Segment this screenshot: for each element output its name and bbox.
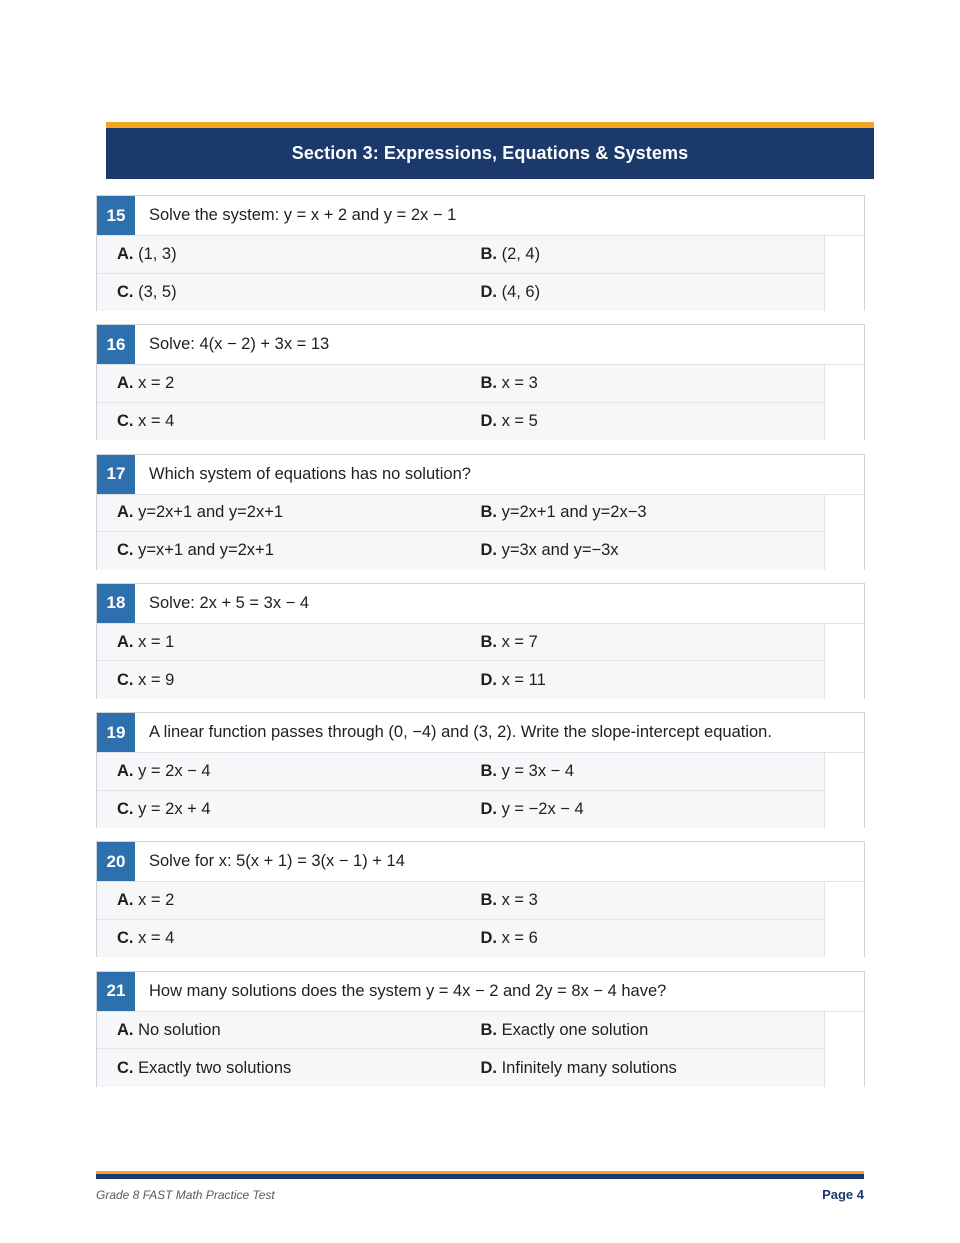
choice-text: x = 3 (501, 891, 538, 910)
choice-text: y=3x and y=−3x (501, 541, 619, 560)
section-header (106, 122, 874, 179)
question-number-badge: 19 (97, 713, 135, 752)
choice-text: x = 4 (138, 412, 175, 431)
choice-text: x = 6 (501, 929, 538, 948)
choice-letter: A. (117, 374, 134, 393)
choice-b[interactable] (461, 1021, 825, 1040)
choice-a[interactable] (97, 762, 461, 781)
choice-letter: A. (117, 503, 134, 522)
choice-text: y = 2x + 4 (138, 799, 211, 818)
choice-letter: C. (117, 670, 134, 689)
choice-b[interactable] (461, 633, 825, 652)
choice-d[interactable] (461, 671, 825, 690)
answer-choices (97, 624, 825, 699)
question-header (97, 325, 864, 365)
choice-letter: C. (117, 929, 134, 948)
choice-letter: B. (480, 1020, 497, 1039)
question-header (97, 713, 864, 753)
choice-d[interactable] (461, 412, 825, 431)
answer-choices (97, 753, 825, 828)
page-number: Page 4 (822, 1187, 864, 1202)
choice-letter: D. (480, 799, 497, 818)
choice-b[interactable] (461, 762, 825, 781)
choice-letter: B. (480, 632, 497, 651)
question-number-badge: 20 (97, 842, 135, 881)
choice-text: y = −2x − 4 (501, 799, 584, 818)
answer-space (825, 624, 864, 699)
answer-space (825, 753, 864, 828)
choice-text: x = 4 (138, 929, 175, 948)
answer-space (825, 1012, 864, 1087)
answer-space (825, 882, 864, 957)
question-21 (96, 971, 865, 1087)
choice-text: Infinitely many solutions (501, 1058, 677, 1077)
question-text: Solve the system: y = x + 2 and y = 2x − 1 (149, 206, 457, 224)
question-header (97, 842, 864, 882)
choice-text: x = 11 (501, 670, 546, 689)
choice-letter: D. (480, 670, 497, 689)
choice-letter: C. (117, 282, 134, 301)
choice-text: (1, 3) (138, 244, 177, 263)
choice-letter: B. (480, 761, 497, 780)
choice-text: x = 7 (501, 632, 538, 651)
answer-space (825, 495, 864, 570)
choice-letter: A. (117, 761, 134, 780)
choice-d[interactable] (461, 929, 825, 948)
choice-text: y = 3x − 4 (501, 761, 575, 780)
question-number-badge: 18 (97, 584, 135, 623)
choice-text: x = 9 (138, 670, 175, 689)
choice-letter: A. (117, 1020, 134, 1039)
choice-b[interactable] (461, 245, 825, 264)
choice-letter: B. (480, 503, 497, 522)
choice-text: x = 2 (138, 891, 175, 910)
question-19 (96, 712, 865, 828)
footer-test-title: Grade 8 FAST Math Practice Test (96, 1188, 275, 1202)
choice-text: y=x+1 and y=2x+1 (138, 541, 274, 560)
choice-d[interactable] (461, 1059, 825, 1078)
choice-c[interactable] (97, 1059, 461, 1078)
answer-choices (97, 365, 825, 440)
answer-space (825, 236, 864, 311)
choice-letter: C. (117, 412, 134, 431)
choice-d[interactable] (461, 541, 825, 560)
question-20 (96, 841, 865, 957)
choice-letter: A. (117, 891, 134, 910)
question-text: Solve: 2x + 5 = 3x − 4 (149, 593, 310, 612)
choice-letter: B. (480, 244, 497, 263)
choice-a[interactable] (97, 1021, 461, 1040)
question-15 (96, 195, 865, 311)
choice-a[interactable] (97, 633, 461, 652)
choice-text: (2, 4) (501, 244, 541, 263)
choice-text: x = 5 (501, 412, 538, 431)
choice-a[interactable] (97, 374, 461, 393)
answer-space (825, 365, 864, 440)
choice-letter: A. (117, 244, 134, 263)
choice-c[interactable] (97, 800, 461, 819)
choice-d[interactable] (461, 283, 825, 302)
choice-text: (4, 6) (501, 282, 541, 301)
answer-choices (97, 236, 825, 311)
question-text: Solve: 4(x − 2) + 3x = 13 (149, 335, 330, 354)
choice-b[interactable] (461, 891, 825, 910)
choice-d[interactable] (461, 800, 825, 819)
choice-a[interactable] (97, 891, 461, 910)
choice-c[interactable] (97, 412, 461, 431)
choice-b[interactable] (461, 374, 825, 393)
choice-a[interactable] (97, 245, 461, 264)
question-text: A linear function passes through (0, −4) and (3, 2). Write the slope-intercept equation. (149, 723, 772, 742)
choice-text: y = 2x − 4 (138, 761, 211, 780)
question-text: Solve for x: 5(x + 1) = 3(x − 1) + 14 (149, 852, 405, 871)
choice-letter: C. (117, 1058, 134, 1077)
choice-text: (3, 5) (138, 282, 177, 301)
choice-text: y=2x+1 and y=2x+1 (138, 503, 284, 522)
choice-letter: B. (480, 891, 497, 910)
choice-c[interactable] (97, 929, 461, 948)
choice-a[interactable] (97, 503, 461, 522)
answer-choices (97, 495, 825, 570)
question-number-badge: 17 (97, 455, 135, 494)
choice-letter: A. (117, 632, 134, 651)
question-18 (96, 583, 865, 699)
question-number-badge: 16 (97, 325, 135, 364)
answer-choices (97, 1012, 825, 1087)
choice-c[interactable] (97, 671, 461, 690)
choice-text: Exactly two solutions (138, 1058, 292, 1077)
choice-letter: D. (480, 929, 497, 948)
question-17 (96, 454, 865, 570)
question-header (97, 455, 864, 495)
section-title: Section 3: Expressions, Equations & Systems (291, 143, 689, 163)
choice-c[interactable] (97, 541, 461, 560)
choice-text: Exactly one solution (501, 1020, 649, 1039)
question-header (97, 196, 864, 236)
question-number-badge: 15 (97, 196, 135, 235)
choice-b[interactable] (461, 503, 825, 522)
choice-letter: D. (480, 412, 497, 431)
choice-letter: D. (480, 541, 497, 560)
answer-choices (97, 882, 825, 957)
question-text: How many solutions does the system y = 4x − 2 and 2y = 8x − 4 have? (149, 981, 667, 1000)
footer-divider (96, 1171, 864, 1179)
choice-text: No solution (138, 1020, 221, 1039)
question-list (96, 195, 865, 1100)
question-number-badge: 21 (97, 972, 135, 1011)
choice-letter: B. (480, 374, 497, 393)
choice-letter: D. (480, 282, 497, 301)
choice-text: y=2x+1 and y=2x−3 (501, 503, 647, 522)
choice-letter: C. (117, 799, 134, 818)
choice-text: x = 2 (138, 374, 175, 393)
choice-text: x = 1 (138, 632, 175, 651)
choice-letter: D. (480, 1058, 497, 1077)
choice-text: x = 3 (501, 374, 538, 393)
question-16 (96, 324, 865, 440)
choice-letter: C. (117, 541, 134, 560)
question-header (97, 972, 864, 1012)
question-header (97, 584, 864, 624)
question-text: Which system of equations has no solution? (149, 464, 471, 483)
choice-c[interactable] (97, 283, 461, 302)
